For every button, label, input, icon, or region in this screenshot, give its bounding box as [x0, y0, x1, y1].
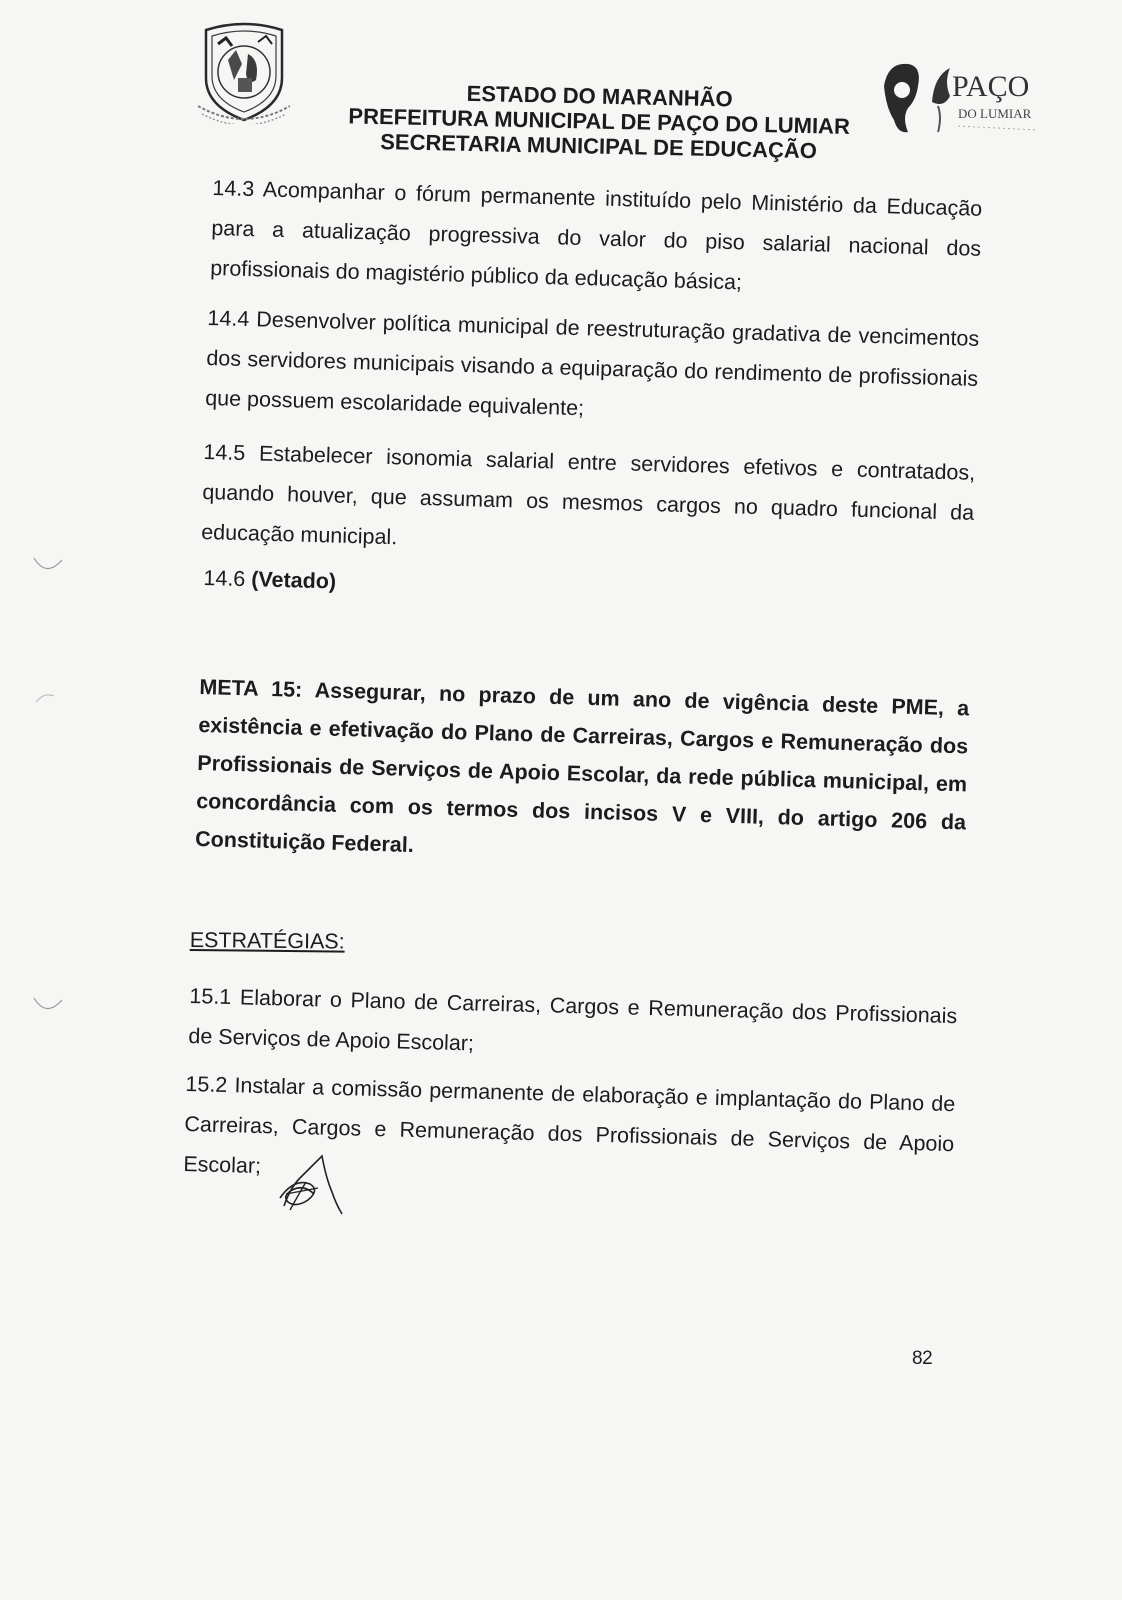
document-header	[328, 78, 869, 164]
logo-text-lumiar: DO LUMIAR	[958, 106, 1032, 121]
item-15-1-text: 15.1 Elaborar o Plano de Carreiras, Cargos e Remuneração dos Profissionais de Serviços de Apoio Escolar;	[188, 983, 958, 1056]
meta-15-text: META 15: Assegurar, no prazo de um ano de vigência deste PME, a existência e efetivação do Plano de Carreiras, Cargos e Remuneração dos Profissionais de Serviços de Apoio Escolar, da rede pública municipal, em concordância com os termos dos incisos V e VIII, do artigo 206 da Constituição Federal.	[194, 674, 970, 858]
header-prefecture: PREFEITURA MUNICIPAL DE PAÇO DO LUMIAR	[348, 103, 851, 139]
item-14-5-text: 14.5 Estabelecer isonomia salarial entre servidores efetivos e contratados, quando houver, que assumam os mesmos cargos no quadro funcional da educação municipal.	[200, 439, 976, 550]
punch-hole-mark-icon	[30, 992, 66, 1022]
item-14-4	[205, 298, 980, 439]
item-14-6-vetado: (Vetado)	[250, 567, 337, 594]
item-15-2-text: 15.2 Instalar a comissão permanente de elaboração e implantação do Plano de Carreiras, Cargos e Remuneração dos Profissionais de Serviços de Apoio Escolar;	[183, 1071, 956, 1178]
paco-do-lumiar-logo-icon	[878, 56, 1048, 152]
item-14-5	[201, 432, 976, 573]
item-14-3	[210, 168, 983, 309]
item-14-4-text: 14.4 Desenvolver política municipal de reestruturação gradativa de vencimentos dos servidores municipais visando a equiparação do rendimento de profissionais que possuem escolaridade equivalente;	[204, 305, 980, 421]
item-15-1	[188, 976, 958, 1076]
logo-text-paco: PAÇO	[952, 70, 1030, 103]
page-number: 82	[912, 1348, 933, 1369]
strategies-heading: ESTRATÉGIAS:	[189, 927, 345, 954]
municipal-crest-icon	[198, 20, 290, 124]
header-state: ESTADO DO MARANHÃO	[466, 80, 733, 112]
item-14-6	[203, 558, 604, 608]
scan-speck-icon	[34, 690, 58, 706]
item-14-3-text: 14.3 Acompanhar o fórum permanente instituído pelo Ministério da Educação para a atualização progressiva do valor do piso salarial nacional dos profissionais do magistério público da educação básica;	[209, 175, 983, 295]
signature-initials-icon	[270, 1148, 346, 1224]
punch-hole-mark-icon	[30, 552, 66, 582]
meta-15	[195, 668, 970, 879]
header-secretariat: SECRETARIA MUNICIPAL DE EDUCAÇÃO	[380, 129, 818, 164]
item-14-6-number: 14.6	[203, 565, 246, 592]
